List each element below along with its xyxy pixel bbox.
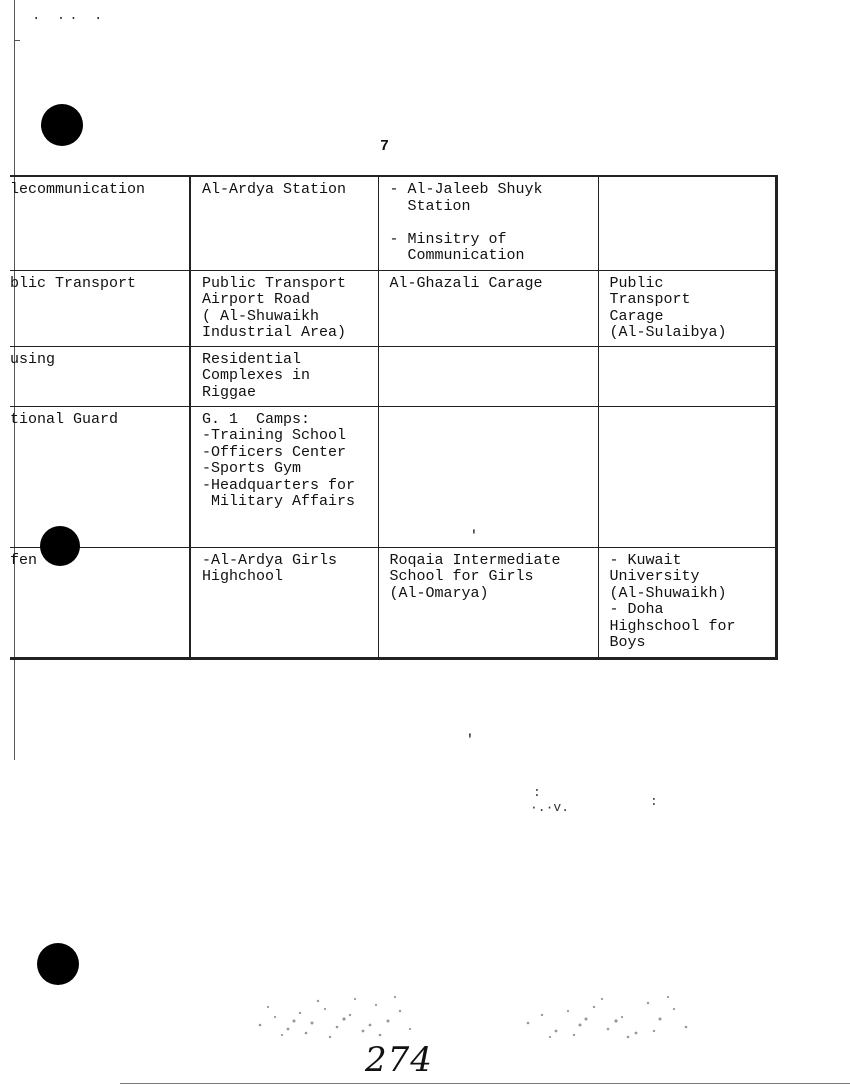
top-specks: . .. . bbox=[32, 8, 107, 24]
margin-tick bbox=[14, 40, 20, 41]
speck: ·.·v. bbox=[530, 800, 570, 815]
table-row bbox=[10, 270, 776, 346]
table-cell: -Al-Ardya Girls Highchool bbox=[190, 547, 378, 658]
speck: : bbox=[533, 785, 541, 800]
table-row bbox=[10, 346, 776, 406]
sector-cell: lecommunication bbox=[10, 176, 190, 270]
table-cell: - Al-Jaleeb Shuyk Station - Minsitry of Communication bbox=[378, 176, 598, 270]
punch-hole-top bbox=[41, 104, 83, 146]
table-row bbox=[10, 547, 776, 658]
sector-cell: tional Guard bbox=[10, 406, 190, 547]
table-cell: Al-Ardya Station bbox=[190, 176, 378, 270]
table-cell: Public Transport Airport Road ( Al-Shuwaikh Industrial Area) bbox=[190, 270, 378, 346]
table-cell bbox=[378, 406, 598, 547]
table-cell: Public Transport Carage (Al-Sulaibya) bbox=[598, 270, 776, 346]
table-cell bbox=[378, 346, 598, 406]
table-cell: Residential Complexes in Riggae bbox=[190, 346, 378, 406]
table-cell: - Kuwait University (Al-Shuwaikh) - Doha Highschool for Boys bbox=[598, 547, 776, 658]
table-cell bbox=[598, 406, 776, 547]
sector-cell: using bbox=[10, 346, 190, 406]
smudge-left bbox=[240, 985, 430, 1045]
table-cell: G. 1 Camps: -Training School -Officers Center -Sports Gym -Headquarters for Military Affairs bbox=[190, 406, 378, 547]
speck: ' bbox=[470, 528, 478, 543]
sector-cell: fen bbox=[10, 547, 190, 658]
page-number: 7 bbox=[380, 138, 390, 155]
table-row bbox=[10, 406, 776, 547]
table-cell: Roqaia Intermediate School for Girls (Al-Omarya) bbox=[378, 547, 598, 658]
table-row bbox=[10, 176, 776, 270]
speck: ' bbox=[466, 732, 474, 747]
handwritten-page-number: 274 bbox=[365, 1040, 433, 1080]
facilities-table bbox=[10, 175, 778, 660]
punch-hole-middle bbox=[40, 526, 80, 566]
smudge-right bbox=[510, 985, 700, 1045]
speck: : bbox=[650, 794, 658, 809]
punch-hole-bottom bbox=[37, 943, 79, 985]
sector-cell: blic Transport bbox=[10, 270, 190, 346]
table-cell bbox=[598, 176, 776, 270]
table-cell bbox=[598, 346, 776, 406]
bottom-rule bbox=[120, 1083, 850, 1084]
table-cell: Al-Ghazali Carage bbox=[378, 270, 598, 346]
